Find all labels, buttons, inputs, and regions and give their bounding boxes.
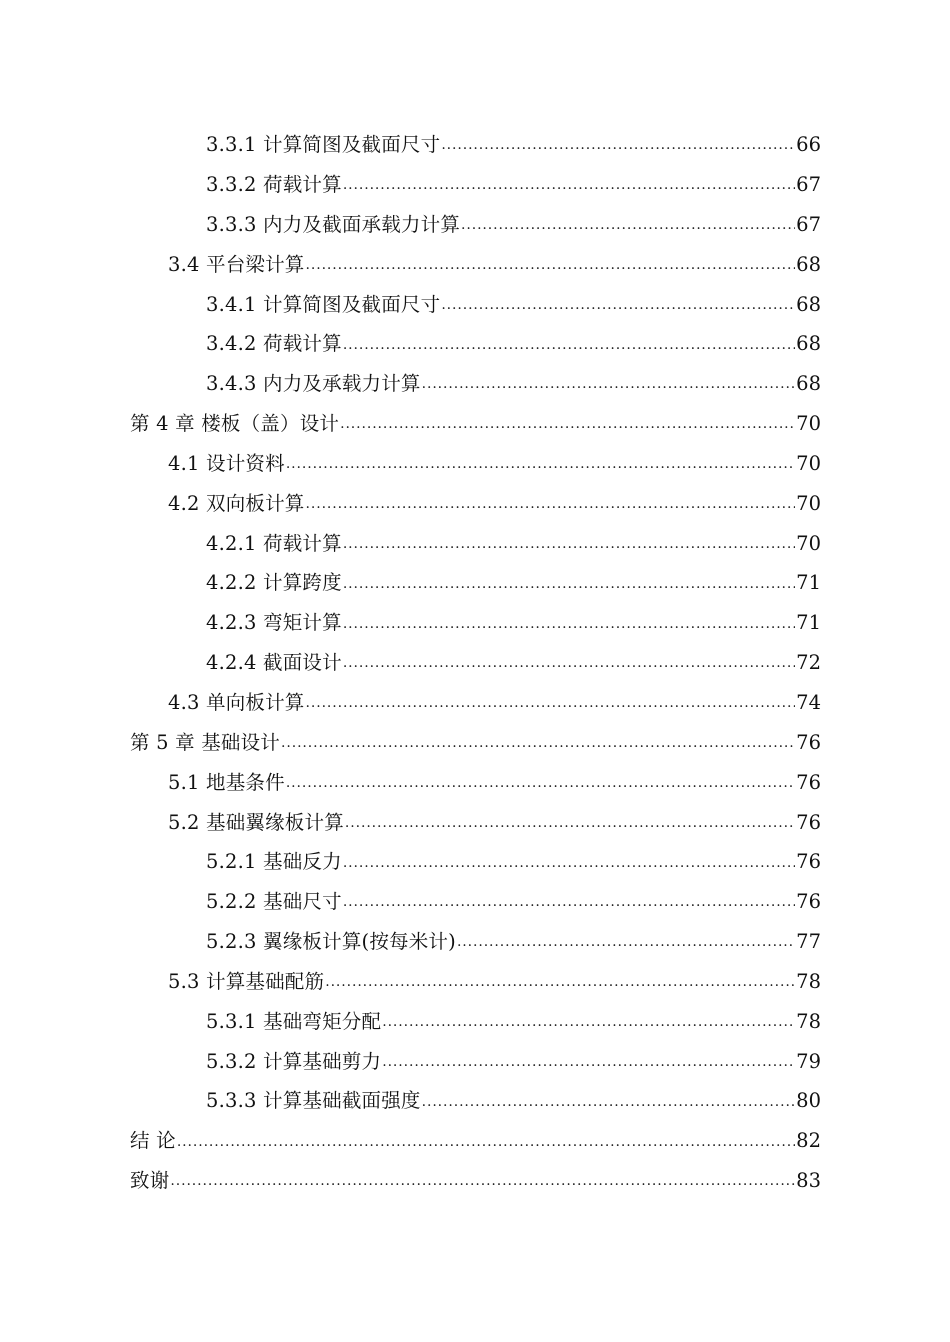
toc-page-number: 71 (796, 611, 821, 635)
toc-entry[interactable] (130, 922, 821, 962)
toc-entry-title: 4.2 双向板计算 (168, 491, 305, 515)
toc-entry[interactable] (130, 324, 821, 364)
toc-entry-title: 3.3.3 内力及截面承载力计算 (206, 212, 461, 236)
toc-page-number: 74 (796, 690, 821, 714)
toc-page-number: 82 (796, 1129, 821, 1153)
toc-page-number: 68 (796, 372, 821, 396)
toc-entry[interactable] (130, 1041, 821, 1081)
toc-entry-title: 致谢 (130, 1169, 170, 1193)
toc-page-number: 76 (796, 770, 821, 794)
toc-entry-title: 3.4.1 计算简图及截面尺寸 (206, 292, 441, 316)
toc-page-number: 68 (796, 292, 821, 316)
toc-page-number: 78 (796, 969, 821, 993)
toc-entry-title: 5.2 基础翼缘板计算 (168, 810, 344, 834)
toc-entry-title: 4.2.1 荷载计算 (206, 531, 342, 555)
toc-leader-dots (306, 694, 796, 713)
toc-page-number: 76 (796, 850, 821, 874)
toc-entry-title: 5.3 计算基础配筋 (168, 969, 325, 993)
toc-entry[interactable] (130, 962, 821, 1002)
toc-entry-title: 5.2.2 基础尺寸 (206, 890, 342, 914)
toc-entry[interactable] (130, 364, 821, 404)
toc-entry-title: 第 5 章 基础设计 (130, 730, 281, 754)
toc-page-number: 71 (796, 571, 821, 595)
toc-page-number: 70 (796, 491, 821, 515)
toc-entry-title: 5.3.1 基础弯矩分配 (206, 1009, 382, 1033)
toc-entry-title: 4.2.2 计算跨度 (206, 571, 342, 595)
toc-leader-dots (325, 973, 795, 992)
toc-entry[interactable] (130, 205, 821, 245)
toc-leader-dots (343, 854, 795, 873)
toc-entry-title: 4.1 设计资料 (168, 451, 285, 475)
toc-entry-title: 3.3.1 计算简图及截面尺寸 (206, 133, 441, 157)
toc-page-number: 67 (796, 173, 821, 197)
toc-leader-dots (441, 296, 795, 315)
toc-page-number: 70 (796, 451, 821, 475)
toc-entry[interactable] (130, 444, 821, 484)
toc-page-number: 76 (796, 730, 821, 754)
toc-entry[interactable] (130, 723, 821, 763)
toc-leader-dots (382, 1013, 795, 1032)
toc-leader-dots (345, 814, 795, 833)
toc-page-number: 80 (796, 1089, 821, 1113)
toc-entry[interactable] (130, 1121, 821, 1161)
toc-leader-dots (177, 1133, 795, 1152)
toc-entry[interactable] (130, 842, 821, 882)
toc-entry-title: 4.2.4 截面设计 (206, 651, 342, 675)
toc-entry-title: 3.3.2 荷载计算 (206, 173, 342, 197)
toc-page-number: 70 (796, 412, 821, 436)
toc-page-number: 68 (796, 332, 821, 356)
table-of-contents (130, 125, 821, 1201)
toc-entry[interactable] (130, 125, 821, 165)
toc-entry[interactable] (130, 523, 821, 563)
toc-leader-dots (457, 933, 795, 952)
toc-entry-title: 5.3.3 计算基础截面强度 (206, 1089, 421, 1113)
toc-entry-title: 结 论 (130, 1129, 176, 1153)
toc-leader-dots (286, 774, 795, 793)
toc-entry[interactable] (130, 404, 821, 444)
toc-leader-dots (461, 216, 795, 235)
toc-entry-title: 第 4 章 楼板（盖）设计 (130, 412, 340, 436)
toc-leader-dots (343, 893, 795, 912)
toc-entry[interactable] (130, 245, 821, 285)
toc-page-number: 83 (796, 1169, 821, 1193)
toc-leader-dots (343, 575, 795, 594)
toc-entry-title: 3.4.2 荷载计算 (206, 332, 342, 356)
toc-leader-dots (306, 495, 796, 514)
toc-entry[interactable] (130, 484, 821, 524)
toc-entry[interactable] (130, 1002, 821, 1042)
toc-leader-dots (343, 535, 795, 554)
toc-leader-dots (382, 1053, 795, 1072)
toc-entry[interactable] (130, 802, 821, 842)
toc-page-number: 78 (796, 1009, 821, 1033)
toc-page-number: 76 (796, 890, 821, 914)
toc-page-number: 66 (796, 133, 821, 157)
toc-leader-dots (441, 136, 795, 155)
toc-entry[interactable] (130, 763, 821, 803)
toc-entry-title: 4.2.3 弯矩计算 (206, 611, 342, 635)
toc-page-number: 70 (796, 531, 821, 555)
toc-page-number: 72 (796, 651, 821, 675)
toc-entry[interactable] (130, 563, 821, 603)
toc-leader-dots (306, 256, 796, 275)
toc-entry[interactable] (130, 1161, 821, 1201)
toc-leader-dots (281, 734, 795, 753)
toc-leader-dots (343, 654, 795, 673)
toc-entry[interactable] (130, 603, 821, 643)
toc-page-number: 79 (796, 1049, 821, 1073)
toc-leader-dots (422, 1093, 796, 1112)
toc-entry[interactable] (130, 1081, 821, 1121)
toc-leader-dots (343, 615, 795, 634)
toc-page-number: 68 (796, 252, 821, 276)
toc-leader-dots (343, 176, 795, 195)
toc-entry-title: 3.4.3 内力及承载力计算 (206, 372, 421, 396)
toc-page-number: 67 (796, 212, 821, 236)
toc-entry[interactable] (130, 165, 821, 205)
toc-leader-dots (340, 415, 795, 434)
toc-entry-title: 5.3.2 计算基础剪力 (206, 1049, 382, 1073)
toc-entry-title: 3.4 平台梁计算 (168, 252, 305, 276)
toc-leader-dots (422, 375, 796, 394)
toc-entry[interactable] (130, 683, 821, 723)
toc-page-number: 76 (796, 810, 821, 834)
toc-entry[interactable] (130, 643, 821, 683)
toc-entry-title: 5.2.1 基础反力 (206, 850, 342, 874)
toc-leader-dots (286, 455, 795, 474)
toc-entry-title: 5.1 地基条件 (168, 770, 285, 794)
toc-entry[interactable] (130, 882, 821, 922)
toc-entry[interactable] (130, 284, 821, 324)
toc-leader-dots (343, 336, 795, 355)
toc-entry-title: 4.3 单向板计算 (168, 690, 305, 714)
toc-page-number: 77 (796, 930, 821, 954)
toc-leader-dots (170, 1172, 795, 1191)
toc-entry-title: 5.2.3 翼缘板计算(按每米计) (206, 930, 456, 954)
